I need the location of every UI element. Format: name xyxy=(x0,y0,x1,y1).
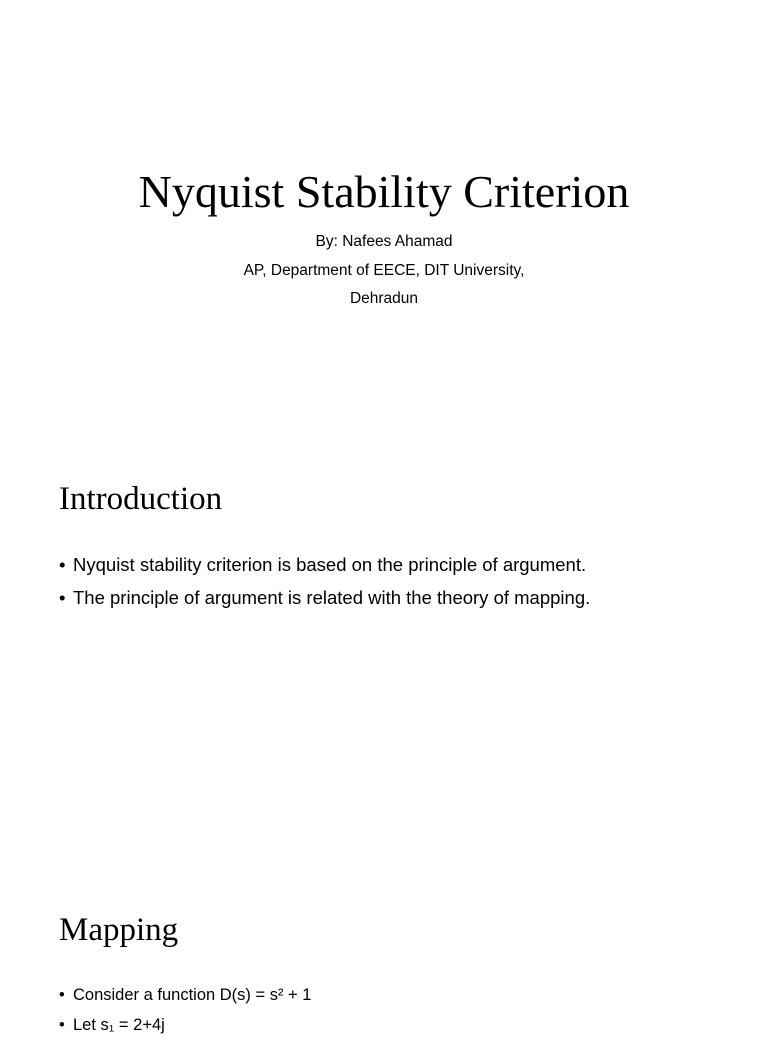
list-item xyxy=(59,581,590,614)
list-item xyxy=(59,980,311,1010)
bullet-icon: • xyxy=(59,986,65,1004)
author-block xyxy=(0,228,768,314)
presentation-title: Nyquist Stability Criterion xyxy=(138,166,630,217)
bullet-text: Nyquist stability criterion is based on the principle of argument. xyxy=(73,554,587,575)
bullet-text: Let s₁ = 2+4j xyxy=(73,1016,165,1034)
list-item xyxy=(59,548,590,581)
bullet-icon: • xyxy=(59,587,66,608)
bullet-text: Consider a function D(s) = s² + 1 xyxy=(73,986,312,1004)
bullet-list xyxy=(59,980,311,1040)
bullet-text: The principle of argument is related with the theory of mapping. xyxy=(73,587,591,608)
bullet-icon: • xyxy=(59,554,66,575)
bullet-icon: • xyxy=(59,1016,65,1034)
author-line: By: Nafees Ahamad xyxy=(315,233,453,250)
mapping-slide xyxy=(0,864,768,1034)
affiliation-line: AP, Department of EECE, DIT University, xyxy=(243,261,525,279)
location-line: Dehradun xyxy=(349,290,419,307)
title-slide xyxy=(0,0,768,432)
bullet-list xyxy=(59,548,590,614)
introduction-slide xyxy=(0,432,768,864)
list-item xyxy=(59,1010,311,1040)
slide-title: Mapping xyxy=(59,912,179,948)
slide-title: Introduction xyxy=(59,481,223,517)
